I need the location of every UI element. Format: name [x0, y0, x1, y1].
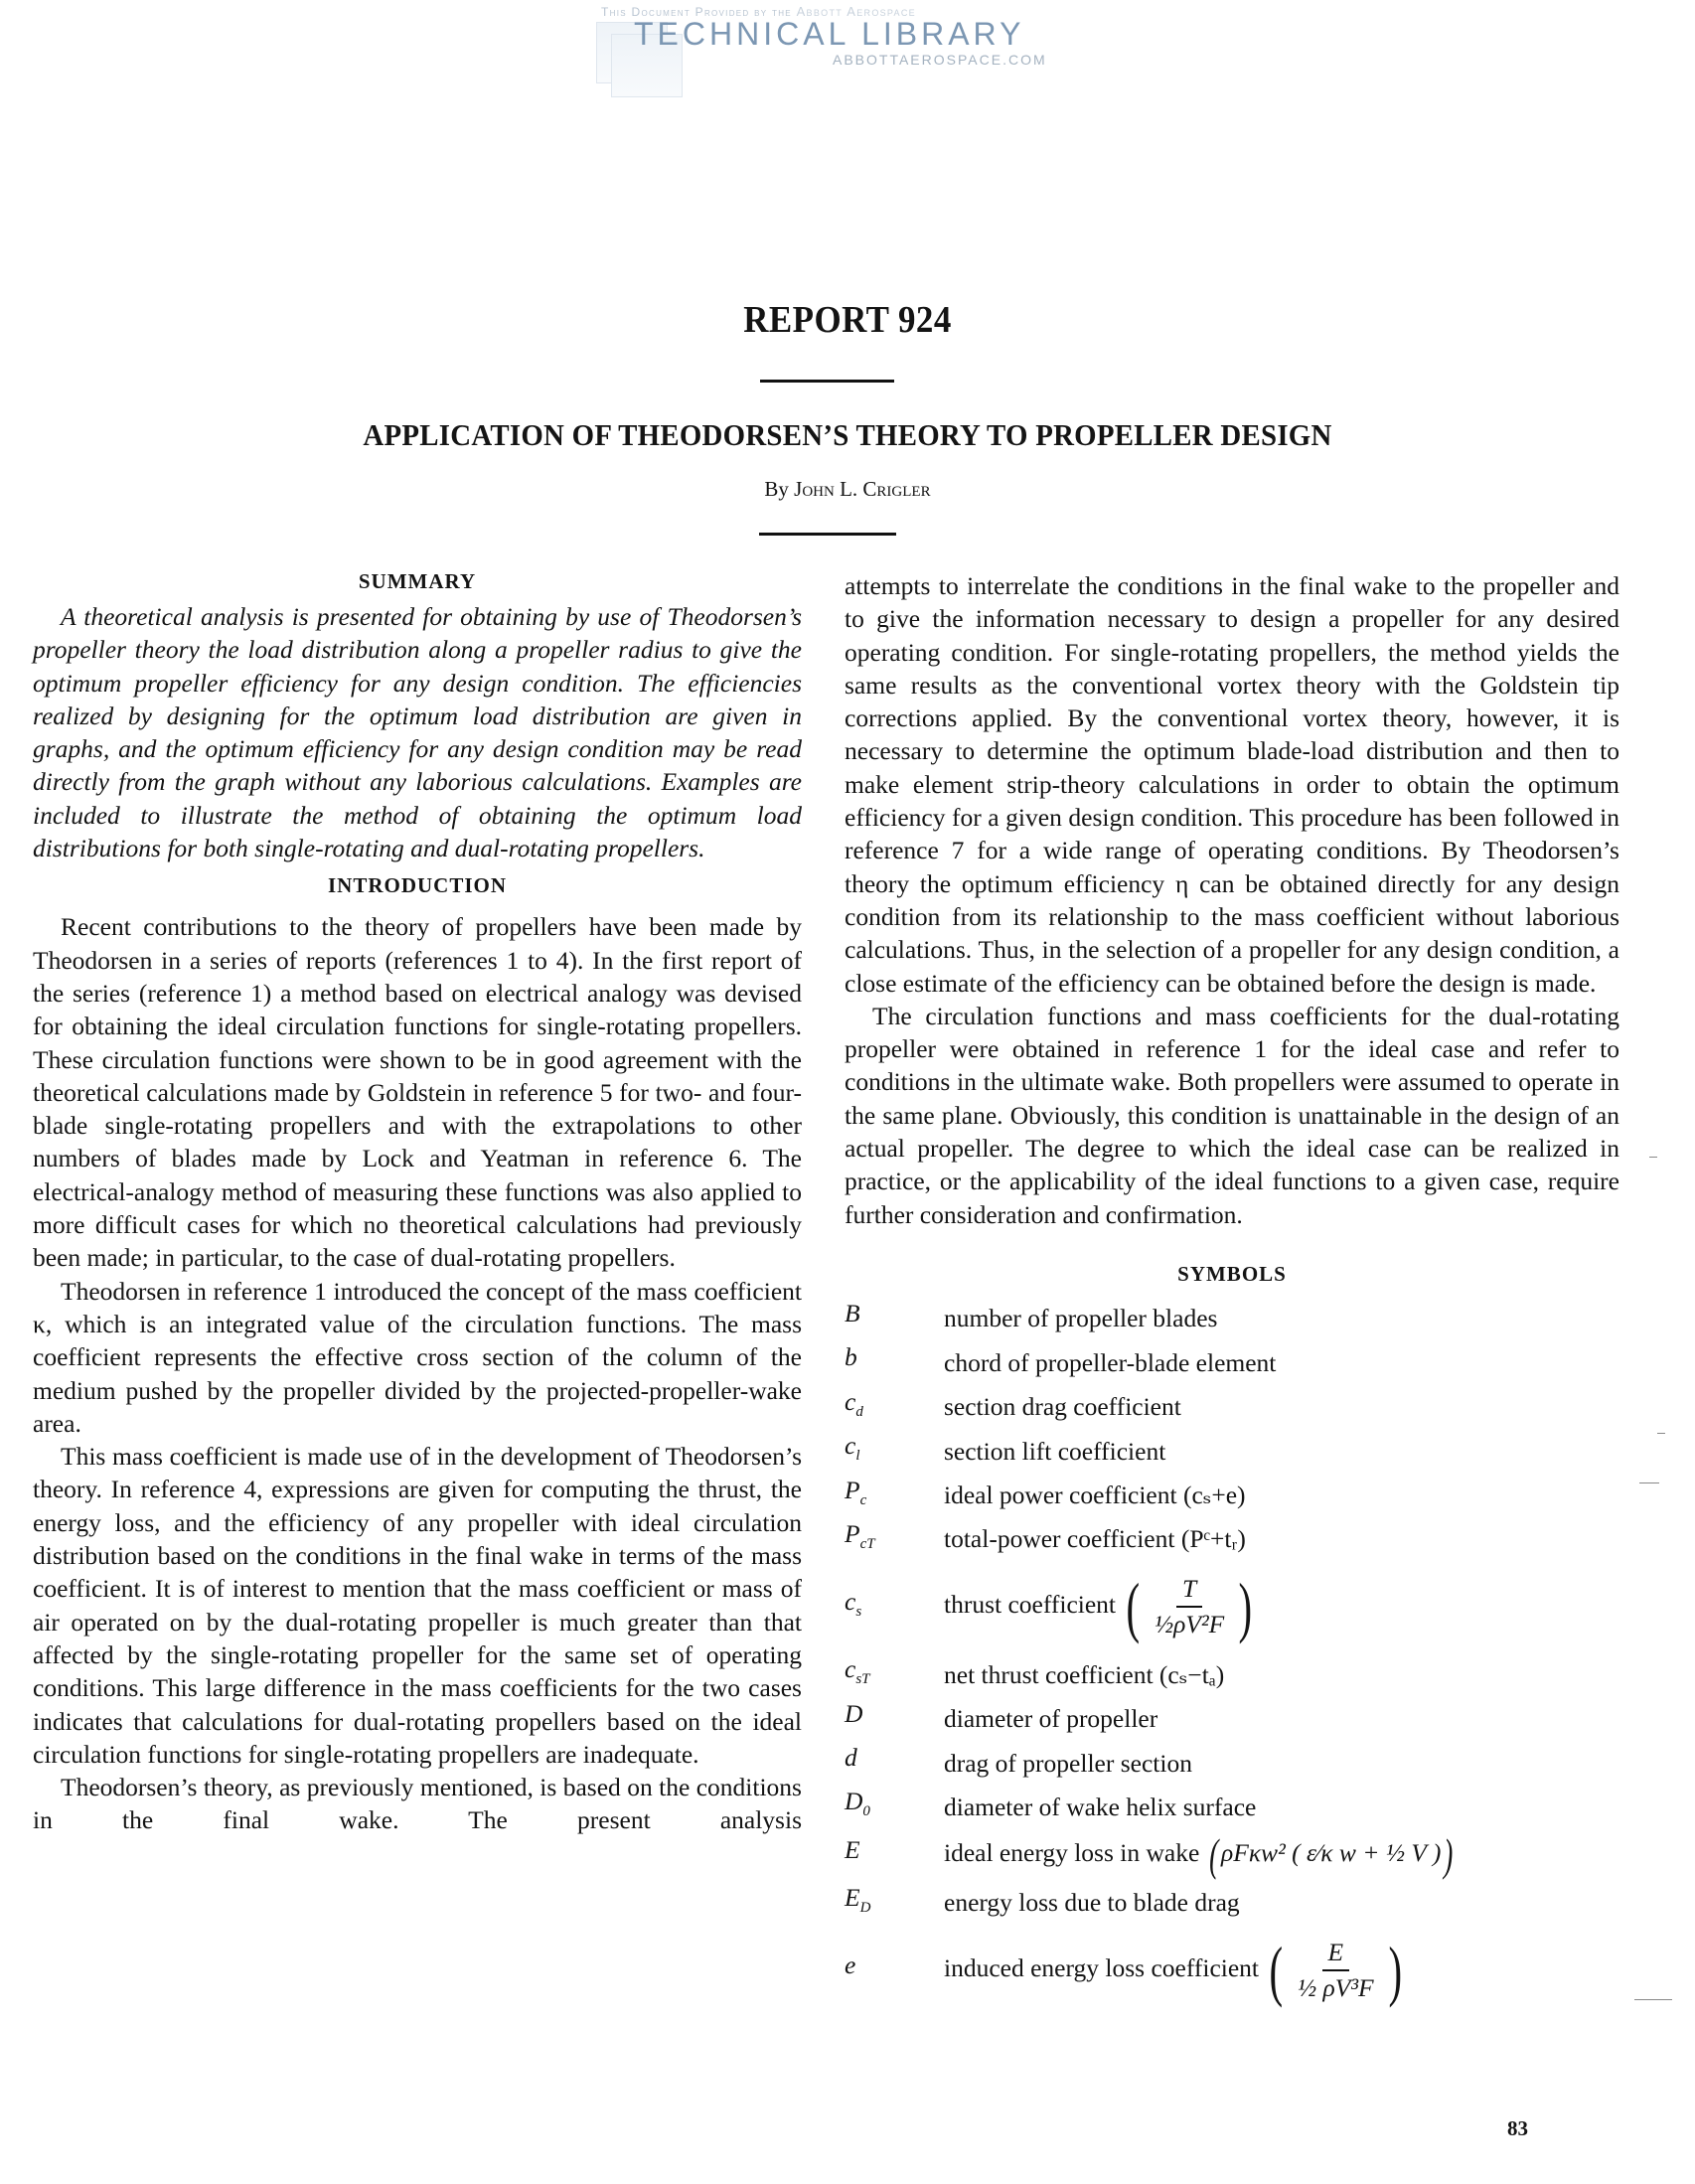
symbol-row — [845, 1517, 1619, 1561]
symbol-term: B — [845, 1298, 860, 1327]
introduction-heading: INTRODUCTION — [327, 873, 508, 898]
right-paren: ) — [1238, 1569, 1253, 1645]
intro-paragraph: Theodorsen in reference 1 introduced the concept of the mass coefficient κ, which is an integrated value of the circulation functions. The mass coefficient represents the effective cross section of the column of the medium pushed by the propeller divided by the projected-propeller-wake area. — [33, 1276, 802, 1438]
symbol-row — [845, 1741, 1619, 1785]
summary-text: A theoretical analysis is presented for obtaining by use of Theodorsen’s propeller theory the load distribution along a propeller radius to give the optimum propeller efficiency for any design condition. The efficiencies realized by designing for the optimum load distribution are given in graphs, and the optimum efficiency for any design condition may be read directly from the graph without any laborious calculations. Examples are included to illustrate the method of obtaining the optimum load distributions for both single-rotating and dual-rotating propellers. — [33, 602, 802, 863]
symbol-term: $D_0$ — [845, 1787, 870, 1820]
formula-inline: ( ρFκw² ( ε⁄κ w + ½ V )) — [1208, 1828, 1454, 1880]
symbol-row — [845, 1474, 1619, 1517]
symbol-definition: net thrust coefficient (cₛ−tₐ) — [944, 1659, 1225, 1689]
symbol-row — [845, 1297, 1619, 1340]
symbol-definition: total-power coefficient (Pᶜ+tᵣ) — [944, 1524, 1246, 1554]
scan-artifact — [1634, 1999, 1672, 2000]
scan-artifact — [1639, 1482, 1659, 1483]
intro-paragraph-continued: attempts to interrelate the conditions in the final wake to the propeller and to give the information necessary to design a propeller for any desired operating condition. For single-rotating propellers, the method yields the same results as the conventional vortex theory with the Goldstein tip corrections applied. By the conventional vortex theory, however, it is necessary to determine the optimum blade-load distribution and then to make element strip-theory calculations in order to obtain the optimum efficiency for a given design condition. This procedure has been followed in reference 7 for a wide range of operating conditions. By Theodorsen’s theory the optimum efficiency η can be obtained directly for any design condition from its relationship to the mass coefficient without laborious calculations. Thus, in the selection of a propeller for any design condition, a close estimate of the efficiency can be obtained before the design is made. — [845, 571, 1619, 998]
title-divider — [760, 380, 894, 383]
symbol-row — [845, 1385, 1619, 1429]
formula-fraction: $\frac{E}{\text{½ ρV³F}}$ — [1298, 1938, 1374, 2003]
intro-paragraph: Theodorsen’s theory, as previously mentioned, is based on the conditions in the final wake. The present analysis — [33, 1773, 802, 1835]
intro-paragraph: The circulation functions and mass coefficients for the dual-rotating propeller were obtained in reference 1 for the ideal case and refer to conditions in the ultimate wake. Both propellers were assumed to operate in the same plane. Obviously, this condition is unattainable in the design of an actual propeller. The degree to which the ideal case can be realized in practice, or the applicability of the ideal functions to a given case, require further consideration and confirmation. — [845, 1001, 1619, 1229]
symbol-definition: thrust coefficient ( $\frac{T}{\text{½ρV²F}}$ ) — [944, 1569, 1253, 1645]
watermark-provided-by: This Document Provided by the Abbott Aerospace — [601, 4, 916, 19]
symbol-definition: induced energy loss coefficient ( $\frac{E}{\text{½ ρV³F}}$ ) — [944, 1933, 1402, 2009]
symbol-definition: ideal power coefficient (cₛ+e) — [944, 1481, 1246, 1510]
symbol-row — [845, 1925, 1619, 2016]
report-number: REPORT 924 — [743, 299, 952, 341]
symbol-definition: energy loss due to blade drag — [944, 1888, 1240, 1918]
page-number: 83 — [1507, 2116, 1528, 2140]
symbol-term: $P_c$ — [845, 1475, 867, 1508]
intro-paragraph: This mass coefficient is made use of in the development of Theodorsen’s theory. In reference 4, expressions are given for computing the thrust, the energy loss, and the efficiency of any propeller with ideal circulation distribution based on the conditions in the final wake in terms of the mass coefficient. It is of interest to mention that the mass coefficient or mass of air operated on by the dual-rotating propeller is much greater than that affected by the single-rotating propeller for the same set of operating conditions. This large difference in the mass coefficients for the two cases indicates that calculations for dual-rotating propellers based on the ideal circulation functions for single-rotating propellers are inadequate. — [33, 1442, 802, 1769]
symbol-definition: section lift coefficient — [944, 1436, 1166, 1466]
symbols-list — [845, 1297, 1619, 2016]
scan-artifact — [1657, 1433, 1665, 1434]
symbol-row — [845, 1340, 1619, 1384]
scan-artifact — [1649, 1157, 1657, 1158]
symbol-row — [845, 1785, 1619, 1828]
symbol-definition: diameter of propeller — [944, 1704, 1158, 1734]
symbol-term: D — [845, 1698, 863, 1728]
watermark-title: TECHNICAL LIBRARY — [634, 16, 1025, 52]
right-paren: ) — [1388, 1933, 1402, 2009]
summary-heading: SUMMARY — [358, 569, 477, 593]
symbols-heading: SYMBOLS — [1177, 1261, 1287, 1286]
paper-title: APPLICATION OF THEODORSEN’S THEORY TO PROPELLER DESIGN — [363, 417, 1332, 452]
intro-paragraph: Recent contributions to the theory of propellers have been made by Theodorsen in a series of reports (references 1 to 4). In the first report of the series (reference 1) a method based on electrical analogy was devised for obtaining the ideal circulation functions for single-rotating propellers. These circulation functions were shown to be in good agreement with the theoretical calculations made by Goldstein in reference 5 for two- and four-blade single-rotating propellers and with the extrapolations to other numbers of blades made by Lock and Yeatman in reference 6. The electrical-analogy method of measuring these functions was also applied to more difficult cases for which no theoretical calculations had previously been made; in particular, to the case of dual-rotating propellers. — [33, 912, 802, 1273]
formula-fraction: $\frac{T}{\text{½ρV²F}}$ — [1155, 1574, 1225, 1639]
left-paren: ( — [1126, 1569, 1141, 1645]
symbol-row — [845, 1429, 1619, 1473]
byline-divider — [759, 533, 896, 536]
symbol-row — [845, 1561, 1619, 1652]
right-column — [845, 569, 1619, 2016]
symbol-row — [845, 1697, 1619, 1741]
symbol-term: $P_{cT}$ — [845, 1518, 875, 1552]
symbol-term: E — [845, 1834, 860, 1864]
symbol-term: b — [845, 1342, 857, 1372]
symbol-row — [845, 1881, 1619, 1925]
symbol-term: d — [845, 1743, 857, 1773]
symbol-term: $E_D$ — [845, 1882, 871, 1916]
symbol-term: $c_d$ — [845, 1386, 863, 1420]
left-paren: ( — [1269, 1933, 1284, 2009]
symbol-row — [845, 1652, 1619, 1696]
symbol-term: $c_{sT}$ — [845, 1654, 870, 1688]
symbol-definition: chord of propeller-blade element — [944, 1347, 1277, 1377]
symbol-term: e — [845, 1950, 856, 1980]
symbol-definition: diameter of wake helix surface — [944, 1793, 1257, 1821]
symbol-definition: section drag coefficient — [944, 1392, 1181, 1422]
left-column — [33, 566, 802, 1837]
watermark-logo — [596, 2, 1093, 111]
symbol-term: $c_l$ — [845, 1431, 860, 1465]
symbol-term: $c_s$ — [845, 1587, 862, 1621]
author-name: John L. Crigler — [794, 477, 931, 501]
symbol-definition: ideal energy loss in wake ( ρFκw² ( ε⁄κ w + ½ V )) — [944, 1832, 1619, 1878]
symbol-definition: number of propeller blades — [944, 1304, 1218, 1333]
byline: By John L. Crigler — [764, 477, 931, 501]
watermark-url: ABBOTTAEROSPACE.COM — [833, 52, 1047, 68]
symbol-row — [845, 1829, 1619, 1881]
symbol-definition: drag of propeller section — [944, 1748, 1192, 1778]
